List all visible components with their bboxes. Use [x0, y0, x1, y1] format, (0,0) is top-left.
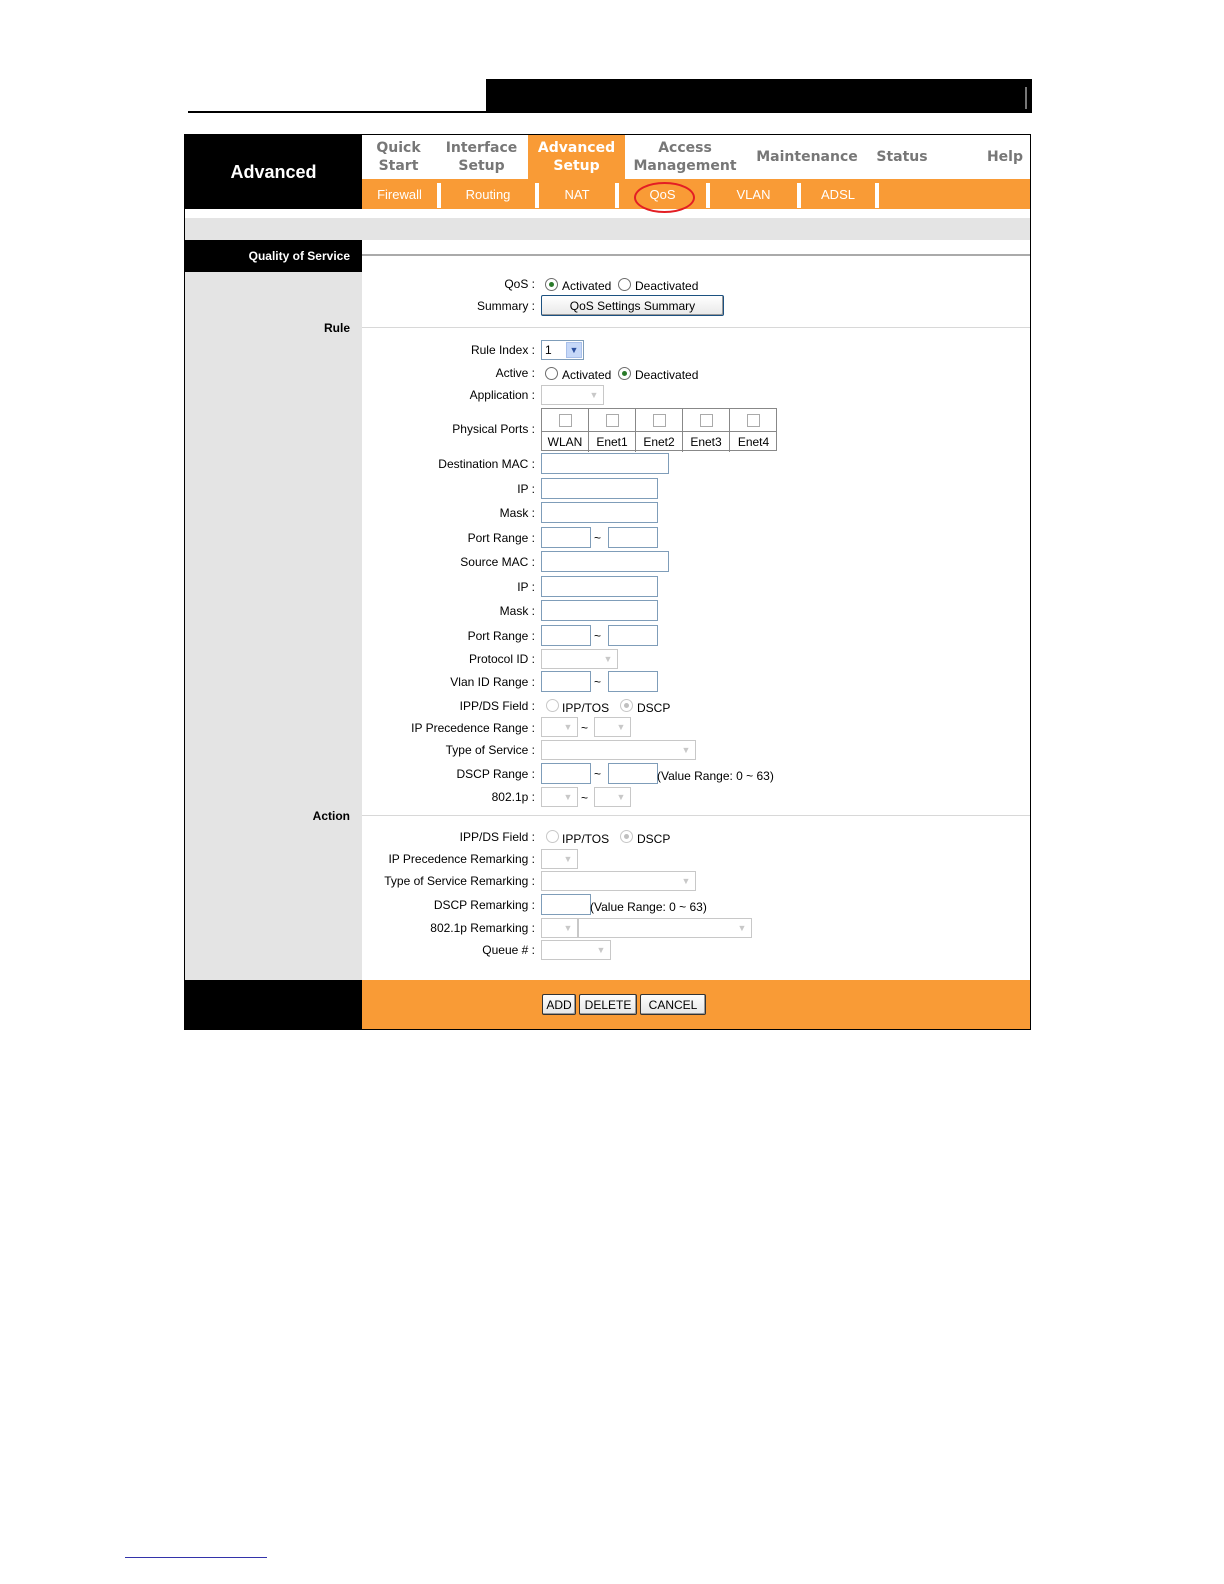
dscp-remarking-input[interactable]	[541, 894, 591, 915]
dscp-range-label: DSCP Range :	[456, 767, 535, 781]
divider	[362, 815, 1030, 816]
ip-precedence-range-label: IP Precedence Range :	[411, 721, 535, 735]
chevron-down-icon: ▼	[603, 654, 613, 664]
destination-ip-label: IP :	[517, 482, 535, 496]
chevron-down-icon: ▼	[563, 923, 573, 933]
chevron-down-icon: ▼	[681, 745, 691, 755]
tab-maintenance[interactable]: Maintenance	[756, 149, 858, 165]
rule-dscp-radio[interactable]	[620, 699, 633, 712]
active-deactivated-label: Deactivated	[635, 368, 699, 382]
application-select[interactable]	[541, 385, 604, 405]
destination-port-range-label: Port Range :	[467, 531, 535, 545]
source-port-range-label: Port Range :	[467, 629, 535, 643]
dscp-remarking-label: DSCP Remarking :	[433, 898, 535, 912]
vlan-id-range-label: Vlan ID Range :	[450, 675, 535, 689]
tab-status[interactable]: Status	[876, 149, 928, 165]
subtab-firewall[interactable]: Firewall	[377, 186, 422, 202]
header-banner	[486, 79, 1032, 113]
section-divider	[362, 254, 1030, 256]
range-tilde: ~	[594, 675, 602, 689]
qos-label: QoS :	[504, 277, 535, 291]
destination-ip-input[interactable]	[541, 478, 658, 499]
action-ipp-tos-radio[interactable]	[546, 830, 559, 843]
cancel-button[interactable]: CANCEL	[640, 994, 706, 1015]
add-button[interactable]: ADD	[542, 994, 576, 1015]
chevron-down-icon: ▼	[681, 876, 691, 886]
dscp-range-hint: (Value Range: 0 ~ 63)	[657, 769, 774, 783]
rule-ipp-tos-radio[interactable]	[546, 699, 559, 712]
ip-precedence-remarking-label: IP Precedence Remarking :	[388, 852, 535, 866]
tab-help[interactable]: Help	[986, 149, 1024, 165]
active-deactivated-radio[interactable]	[618, 367, 631, 380]
port-wlan-checkbox[interactable]	[559, 414, 572, 427]
port-cell-enet2	[636, 409, 683, 452]
page-footer-rule	[125, 1557, 267, 1558]
destination-mac-label: Destination MAC :	[438, 457, 535, 471]
port-label: Enet3	[683, 431, 729, 452]
destination-mask-label: Mask :	[499, 506, 535, 520]
active-activated-label: Activated	[562, 368, 612, 382]
qos-activated-label: Activated	[562, 279, 612, 293]
left-label-column	[185, 240, 362, 980]
subtab-divider	[875, 183, 879, 208]
chevron-down-icon: ▼	[563, 854, 573, 864]
qos-settings-summary-button[interactable]: QoS Settings Summary	[541, 295, 724, 316]
destination-mac-input[interactable]	[541, 453, 669, 474]
ippds-field-label: IPP/DS Field :	[459, 699, 535, 713]
port-enet3-checkbox[interactable]	[700, 414, 713, 427]
p8021-remarking-select[interactable]	[541, 918, 578, 938]
destination-port-end-input[interactable]	[608, 527, 658, 548]
destination-port-start-input[interactable]	[541, 527, 591, 548]
sub-navigation	[362, 179, 1030, 209]
rule-ipp-tos-label: IPP/TOS	[562, 701, 610, 715]
queue-label: Queue # :	[482, 943, 535, 957]
active-activated-radio[interactable]	[545, 367, 558, 380]
tab-access-management[interactable]: Access Management	[633, 140, 737, 174]
ip-precedence-remarking-select[interactable]	[541, 849, 578, 869]
chevron-down-icon: ▼	[589, 390, 599, 400]
source-mask-input[interactable]	[541, 600, 658, 621]
chevron-down-icon: ▼	[737, 923, 747, 933]
range-tilde: ~	[594, 767, 602, 781]
rule-index-label: Rule Index :	[470, 343, 535, 357]
subtab-nat[interactable]: NAT	[564, 186, 590, 202]
physical-ports-label: Physical Ports :	[452, 422, 535, 436]
queue-select[interactable]	[541, 940, 611, 960]
destination-mask-input[interactable]	[541, 502, 658, 523]
port-enet2-checkbox[interactable]	[653, 414, 666, 427]
subtab-routing[interactable]: Routing	[465, 186, 511, 202]
range-tilde: ~	[581, 721, 589, 735]
chevron-down-icon: ▼	[566, 342, 582, 358]
source-ip-input[interactable]	[541, 576, 658, 597]
dscp-range-end-input[interactable]	[608, 763, 658, 784]
source-port-end-input[interactable]	[608, 625, 658, 646]
port-enet1-checkbox[interactable]	[606, 414, 619, 427]
chevron-down-icon: ▼	[563, 722, 573, 732]
p8021-start-select[interactable]	[541, 787, 578, 807]
vlan-id-end-input[interactable]	[608, 671, 658, 692]
router-config-panel	[184, 134, 1031, 1030]
port-label: Enet1	[589, 431, 635, 452]
range-tilde: ~	[594, 531, 602, 545]
subtab-adsl[interactable]: ADSL	[821, 186, 855, 202]
rule-index-select[interactable]	[541, 340, 584, 360]
ip-precedence-start-select[interactable]	[541, 717, 578, 737]
source-mac-label: Source MAC :	[460, 555, 535, 569]
ip-precedence-end-select[interactable]	[594, 717, 631, 737]
source-mask-label: Mask :	[499, 604, 535, 618]
type-of-service-select[interactable]	[541, 740, 696, 760]
action-dscp-radio[interactable]	[620, 830, 633, 843]
source-mac-input[interactable]	[541, 551, 669, 572]
dscp-remarking-hint: (Value Range: 0 ~ 63)	[590, 900, 707, 914]
qos-highlight-circle	[634, 182, 695, 213]
page-title: Quality of Service	[185, 240, 362, 272]
chevron-down-icon: ▼	[616, 722, 626, 732]
rule-dscp-label: DSCP	[637, 701, 671, 715]
chevron-down-icon: ▼	[616, 792, 626, 802]
port-label: WLAN	[542, 431, 588, 452]
p8021-remarking-label: 802.1p Remarking :	[430, 921, 535, 935]
summary-label: Summary :	[476, 299, 535, 313]
action-ippds-field-label: IPP/DS Field :	[459, 830, 535, 844]
qos-activated-radio[interactable]	[545, 278, 558, 291]
tos-remarking-select[interactable]	[541, 871, 696, 891]
action-dscp-label: DSCP	[637, 832, 671, 846]
port-enet4-checkbox[interactable]	[747, 414, 760, 427]
protocol-id-select[interactable]	[541, 649, 618, 669]
application-label: Application :	[469, 388, 535, 402]
physical-ports-table	[541, 408, 777, 451]
port-label: Enet4	[730, 431, 777, 452]
port-cell-enet1	[589, 409, 636, 452]
p8021-remarking-description-select[interactable]	[578, 918, 752, 938]
rule-section-label: Rule	[323, 321, 350, 335]
subtab-qos[interactable]: QoS	[649, 186, 676, 202]
port-cell-wlan	[542, 409, 589, 452]
chevron-down-icon: ▼	[596, 945, 606, 955]
port-cell-enet3	[683, 409, 730, 452]
range-tilde: ~	[581, 791, 589, 805]
delete-button[interactable]: DELETE	[579, 994, 637, 1015]
subtab-vlan[interactable]: VLAN	[736, 186, 771, 202]
action-ipp-tos-label: IPP/TOS	[562, 832, 610, 846]
tab-quick-start[interactable]: Quick Start	[376, 140, 421, 174]
source-ip-label: IP :	[517, 580, 535, 594]
p8021-end-select[interactable]	[594, 787, 631, 807]
header-underline	[188, 111, 486, 113]
footer-left-block	[185, 980, 362, 1029]
port-cell-enet4	[730, 409, 777, 452]
range-tilde: ~	[594, 629, 602, 643]
type-of-service-label: Type of Service :	[445, 743, 535, 757]
grey-strip	[185, 218, 1030, 240]
rule-index-value: 1	[545, 343, 552, 357]
source-port-start-input[interactable]	[541, 625, 591, 646]
tos-remarking-label: Type of Service Remarking :	[384, 874, 535, 888]
qos-deactivated-radio[interactable]	[618, 278, 631, 291]
tab-interface-setup[interactable]: Interface Setup	[445, 140, 518, 174]
divider	[362, 327, 1030, 328]
protocol-id-label: Protocol ID :	[468, 652, 535, 666]
vlan-id-start-input[interactable]	[541, 671, 591, 692]
port-label: Enet2	[636, 431, 682, 452]
header-banner-edge	[1025, 87, 1027, 109]
action-section-label: Action	[312, 809, 350, 823]
chevron-down-icon: ▼	[563, 792, 573, 802]
tab-advanced-setup[interactable]: Advanced Setup	[528, 135, 625, 179]
qos-deactivated-label: Deactivated	[635, 279, 699, 293]
dscp-range-start-input[interactable]	[541, 763, 591, 784]
active-label: Active :	[495, 366, 535, 380]
p8021-label: 802.1p :	[491, 790, 535, 804]
section-title: Advanced	[185, 135, 362, 209]
